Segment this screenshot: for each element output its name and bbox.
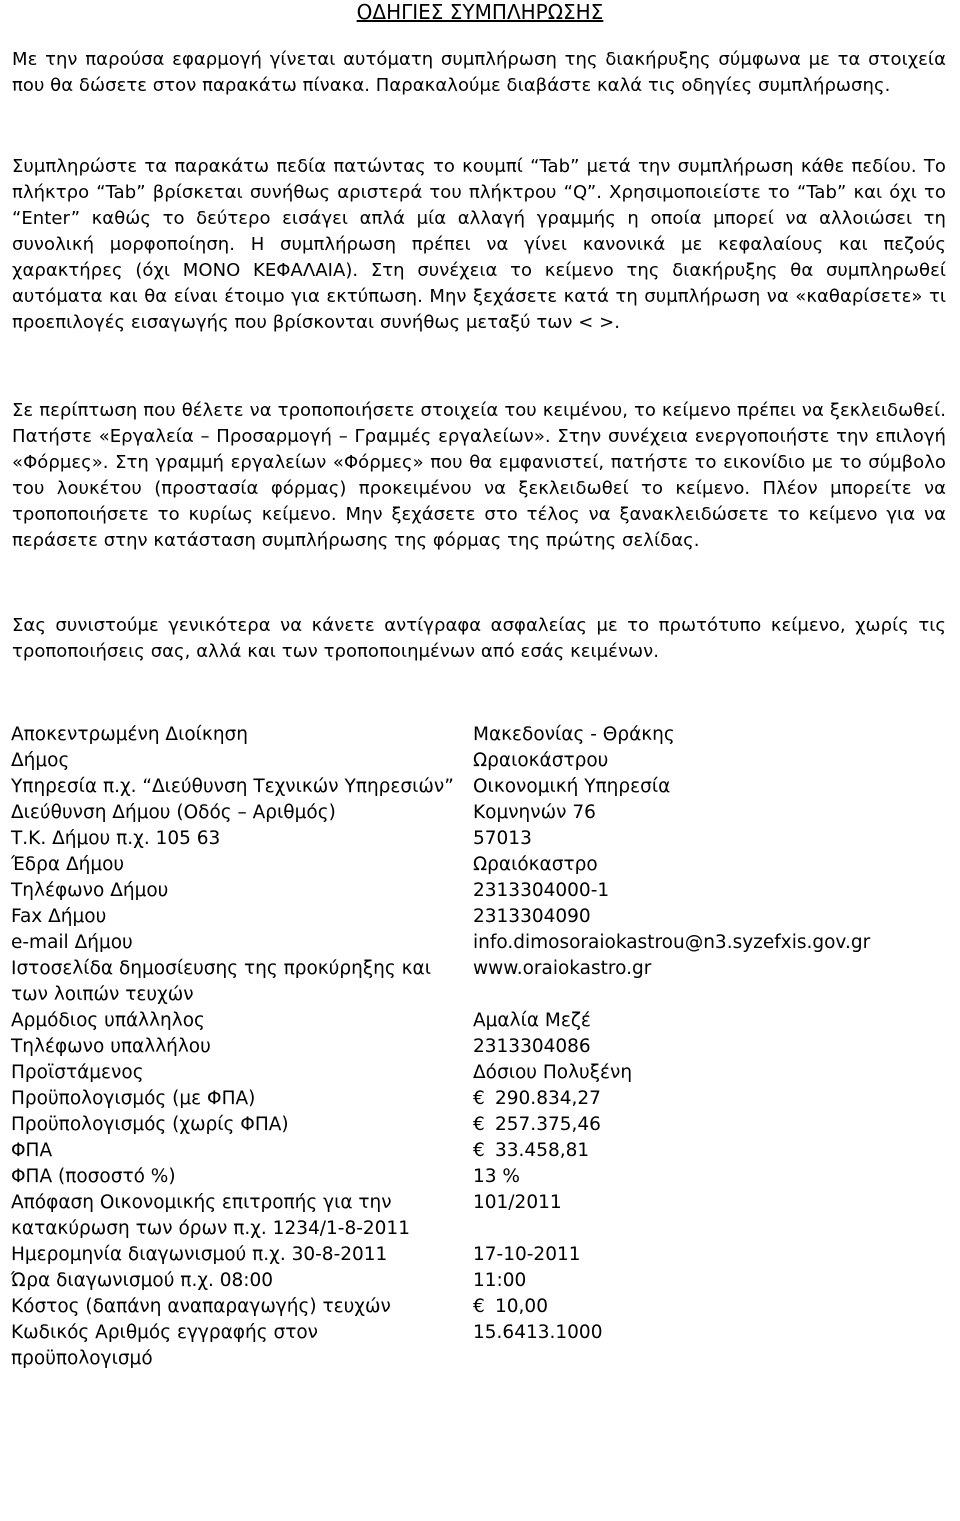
field-value[interactable]: 15.6413.1000: [473, 1322, 603, 1343]
table-row: [7, 904, 955, 930]
field-label: Υπηρεσία π.χ. “Διεύθυνση Τεχνικών Υπηρεσιών”: [11, 776, 454, 797]
page-title: ΟΔΗΓΙΕΣ ΣΥΜΠΛΗΡΩΣΗΣ: [356, 0, 604, 24]
table-row: [7, 800, 955, 826]
field-label: Αποκεντρωμένη Διοίκηση: [11, 724, 249, 745]
field-label: Fax Δήμου: [11, 906, 107, 927]
field-label: Προϊστάμενος: [11, 1062, 144, 1083]
field-label: Προϋπολογισμός (με ΦΠΑ): [11, 1088, 256, 1109]
table-row: [7, 1320, 955, 1372]
field-label: Τηλέφωνο υπαλλήλου: [11, 1036, 211, 1057]
table-row: [7, 930, 955, 956]
field-value[interactable]: Οικονομική Υπηρεσία: [473, 776, 671, 797]
field-label: Κωδικός Αριθμός εγγραφής στον προϋπολογισμό: [11, 1322, 318, 1369]
table-row: [7, 1112, 955, 1138]
field-value[interactable]: [463, 1294, 955, 1320]
field-label: Προϋπολογισμός (χωρίς ΦΠΑ): [11, 1114, 289, 1135]
field-label: Ιστοσελίδα δημοσίευσης της προκύρηξης και των λοιπών τευχών: [11, 958, 431, 1005]
field-value-text: 10,00: [495, 1296, 548, 1317]
table-row: [7, 1268, 955, 1294]
field-value[interactable]: Μακεδονίας - Θράκης: [473, 724, 675, 745]
field-value[interactable]: info.dimosoraiokastrou@n3.syzefxis.gov.gr: [473, 932, 871, 953]
table-row: [7, 826, 955, 852]
euro-sign: €: [473, 1088, 485, 1109]
field-label: ΦΠΑ (ποσοστό %): [11, 1166, 176, 1187]
table-row: [7, 748, 955, 774]
field-value[interactable]: Αμαλία Μεζέ: [473, 1010, 591, 1031]
field-value[interactable]: 13 %: [473, 1166, 520, 1187]
table-row: [7, 1060, 955, 1086]
field-value-text: 257.375,46: [495, 1114, 601, 1135]
field-value[interactable]: www.oraiokastro.gr: [473, 958, 652, 979]
field-value[interactable]: Ωραιόκαστρο: [473, 854, 598, 875]
field-value[interactable]: [463, 1112, 955, 1138]
field-value[interactable]: 101/2011: [473, 1192, 562, 1213]
field-value-text: 290.834,27: [495, 1088, 601, 1109]
field-label: Αρμόδιος υπάλληλος: [11, 1010, 205, 1031]
field-label: Δήμος: [11, 750, 70, 771]
table-row: [7, 956, 955, 1008]
field-value[interactable]: 57013: [473, 828, 532, 849]
table-row: [7, 774, 955, 800]
field-label: Διεύθυνση Δήμου (Οδός – Αριθμός): [11, 802, 336, 823]
field-value[interactable]: [463, 1086, 955, 1112]
euro-sign: €: [473, 1140, 485, 1161]
field-label: Απόφαση Οικονομικής επιτροπής για την κατακύρωση των όρων π.χ. 1234/1-8-2011: [11, 1192, 410, 1239]
euro-sign: €: [473, 1114, 485, 1135]
field-value[interactable]: [463, 1138, 955, 1164]
table-row: [7, 722, 955, 748]
field-label: Ημερομηνία διαγωνισμού π.χ. 30-8-2011: [11, 1244, 388, 1265]
field-value[interactable]: 2313304000-1: [473, 880, 610, 901]
field-value[interactable]: 2313304090: [473, 906, 591, 927]
field-label: Ώρα διαγωνισμού π.χ. 08:00: [11, 1270, 274, 1291]
table-row: [7, 878, 955, 904]
table-row: [7, 1190, 955, 1242]
field-value[interactable]: 17-10-2011: [473, 1244, 581, 1265]
intro-paragraph: Με την παρούσα εφαρμογή γίνεται αυτόματη συμπλήρωση της διακήρυξης σύμφωνα με τα στοιχεία που θα δώσετε στον παρακάτω πίνακα. Παρακαλούμε διαβάστε καλά τις οδηγίες συμπλήρωσης.: [12, 49, 946, 96]
field-label: Έδρα Δήμου: [11, 854, 125, 875]
table-row: [7, 1008, 955, 1034]
euro-sign: €: [473, 1296, 485, 1317]
field-label: Τηλέφωνο Δήμου: [11, 880, 169, 901]
field-label: Κόστος (δαπάνη αναπαραγωγής) τευχών: [11, 1296, 391, 1317]
field-value[interactable]: 11:00: [473, 1270, 527, 1291]
field-value[interactable]: Ωραιοκάστρου: [473, 750, 609, 771]
field-value-text: 33.458,81: [495, 1140, 590, 1161]
field-value[interactable]: 2313304086: [473, 1036, 591, 1057]
field-label: ΦΠΑ: [11, 1140, 53, 1161]
table-row: [7, 1164, 955, 1190]
field-label: Τ.Κ. Δήμου π.χ. 105 63: [11, 828, 221, 849]
table-row: [7, 1034, 955, 1060]
field-label: e-mail Δήμου: [11, 932, 133, 953]
table-row: [7, 1294, 955, 1320]
unlock-paragraph: Σε περίπτωση που θέλετε να τροποποιήσετε στοιχεία του κειμένου, το κείμενο πρέπει να ξεκλειδωθεί. Πατήστε «Εργαλεία – Προσαρμογή – Γραμμές εργαλείων». Στην συνέχεια ενεργοποιήστε την επιλογή «Φόρμες». Στη γραμμή εργαλείων «Φόρμες» που θα εμφανιστεί, πατήστε το εικονίδιο με το σύμβολο του λουκέτου (προστασία φόρμας) προκειμένου να ξεκλειδωθεί το κείμενο. Πλέον μπορείτε να τροποποιήσετε το κυρίως κείμενο. Μην ξεχάσετε στο τέλος να ξανακλειδώσετε το κείμενο για να περάσετε στην κατάσταση συμπλήρωσης της φόρμας της πρώτης σελίδας.: [12, 400, 946, 551]
table-row: [7, 1138, 955, 1164]
field-value[interactable]: Κομνηνών 76: [473, 802, 596, 823]
table-row: [7, 1086, 955, 1112]
table-row: [7, 852, 955, 878]
form-table-body: [7, 722, 955, 1372]
field-value[interactable]: Δόσιου Πολυξένη: [473, 1062, 633, 1083]
table-row: [7, 1242, 955, 1268]
instructions-paragraph: Συμπληρώστε τα παρακάτω πεδία πατώντας το κουμπί “Tab” μετά την συμπλήρωση κάθε πεδίου. Το πλήκτρο “Tab” βρίσκεται συνήθως αριστερά του πλήκτρου “Q”. Χρησιμοποιείστε το “Tab” και όχι το “Enter” καθώς το δεύτερο εισάγει απλά μία αλλαγή γραμμής η οποία μπορεί να αλλοιώσει τη συνολική μορφοποίηση. Η συμπλήρωση πρέπει να γίνει κανονικά με κεφαλαίους και πεζούς χαρακτήρες (όχι ΜΟΝΟ ΚΕΦΑΛΑΙΑ). Στη συνέχεια το κείμενο της διακήρυξης θα συμπληρωθεί αυτόματα και θα είναι έτοιμο για εκτύπωση. Μην ξεχάσετε κατά τη συμπλήρωση να «καθαρίσετε» τι προεπιλογές εισαγωγής που βρίσκονται συνήθως μεταξύ των < >.: [12, 156, 946, 333]
form-table: [7, 722, 955, 1372]
backup-paragraph: Σας συνιστούμε γενικότερα να κάνετε αντίγραφα ασφαλείας με το πρωτότυπο κείμενο, χωρίς τις τροποποιήσεις σας, αλλά και των τροποποιημένων από εσάς κειμένων.: [12, 615, 946, 662]
